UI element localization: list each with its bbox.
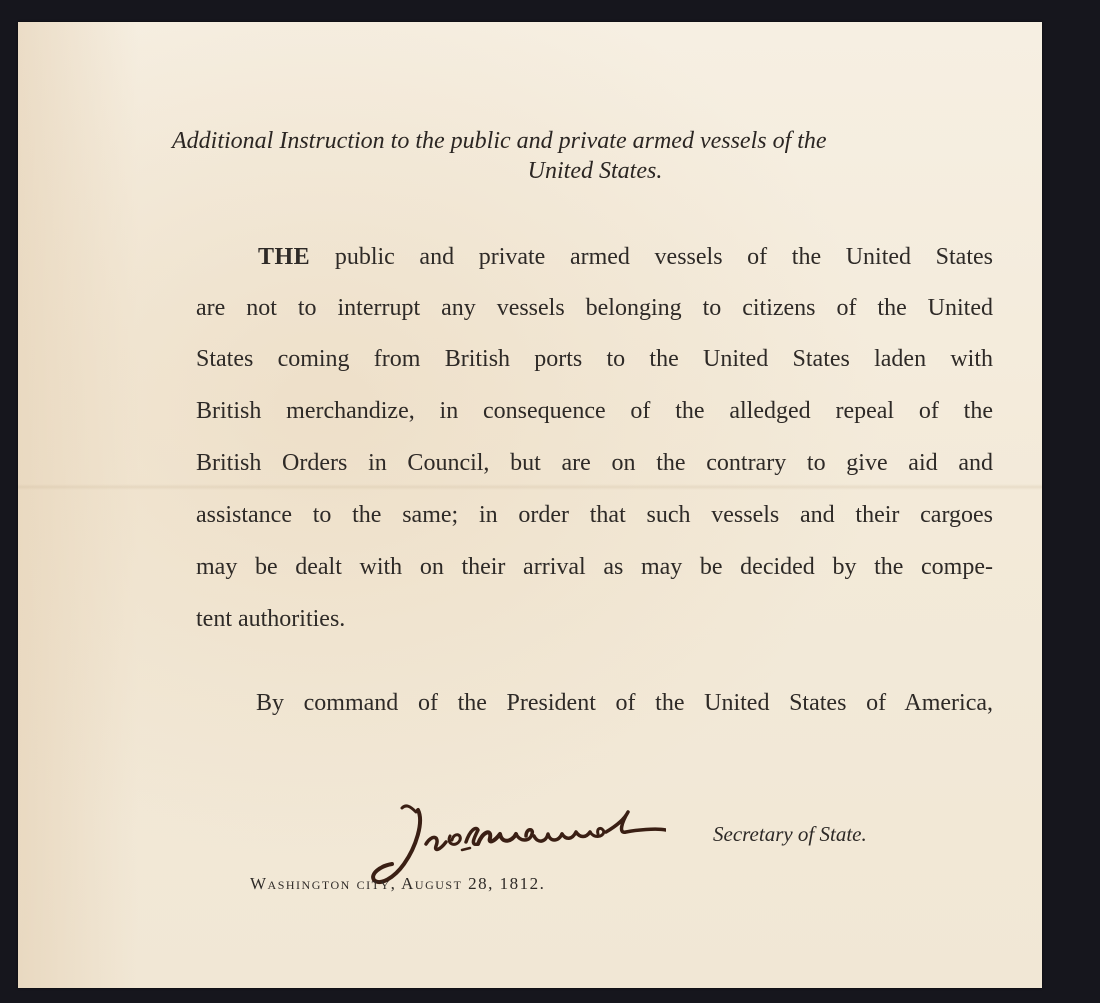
body-line-7: may be dealt with on their arrival as may be decided by the compe- — [196, 554, 993, 580]
body-line-2: are not to interrupt any vessels belonging to citizens of the United — [196, 295, 993, 321]
dateline: Washington city, August 28, 1812. — [250, 874, 546, 893]
body-line-3: States coming from British ports to the United States laden with — [196, 346, 993, 372]
body-line-1-text: public and private armed vessels of the United States — [334, 244, 993, 270]
document-heading — [18, 126, 1042, 186]
body-line-4: British merchandize, in consequence of the alledged repeal of the — [196, 398, 993, 424]
signatory-title: Secretary of State. — [713, 822, 867, 846]
heading-line-1: Additional Instruction to the public and private armed vessels of the — [172, 128, 827, 154]
body-line-1 — [258, 242, 993, 272]
lead-word: THE — [258, 244, 311, 270]
body-line-8: tent authorities. — [196, 606, 346, 632]
document-page — [18, 22, 1042, 988]
body-line-5: British Orders in Council, but are on the contrary to give aid and — [196, 450, 993, 476]
body-line-6: assistance to the same; in order that such vessels and their cargoes — [196, 502, 993, 528]
command-line: By command of the President of the United States of America, — [256, 690, 993, 716]
heading-line-2: United States. — [527, 158, 663, 184]
